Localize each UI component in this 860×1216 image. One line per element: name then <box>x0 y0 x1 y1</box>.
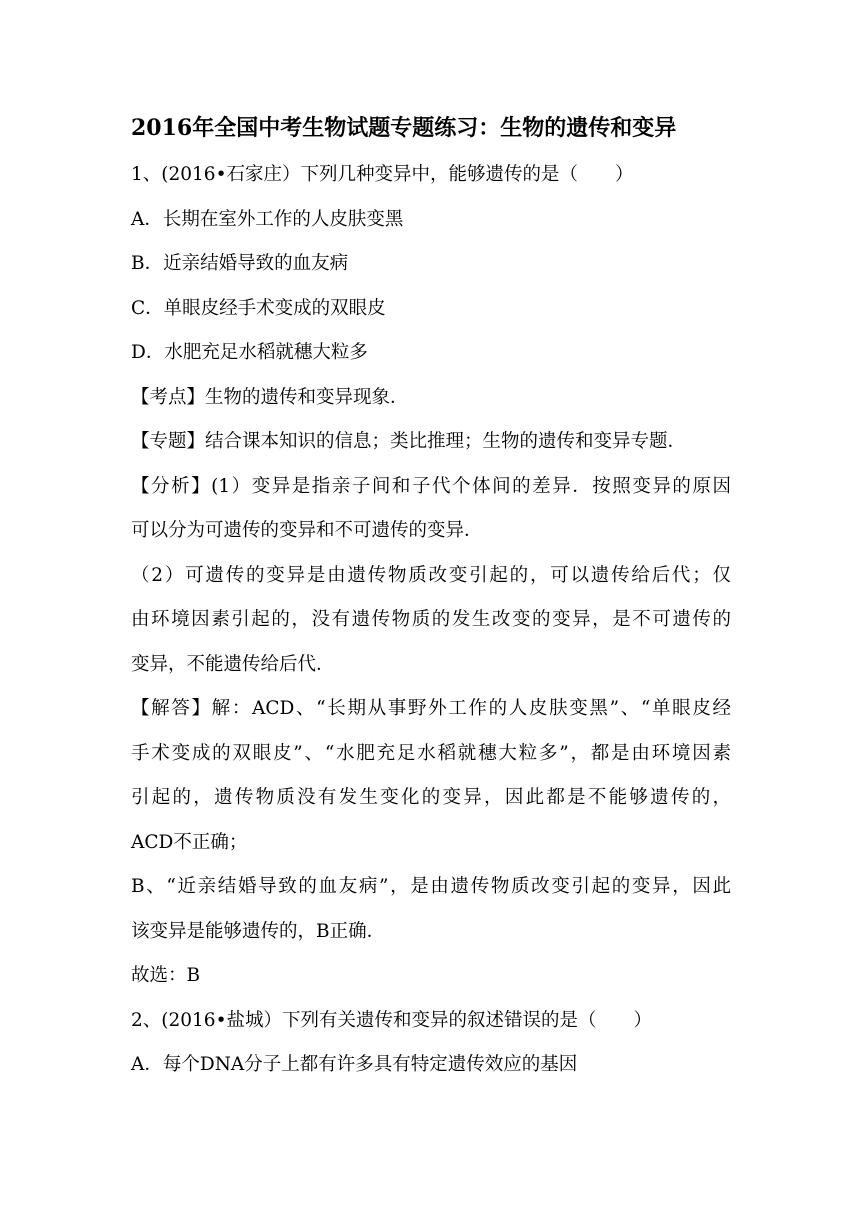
question-1-option-d: D．水肥充足水稻就穗大粒多 <box>131 342 368 363</box>
document-body <box>131 108 731 1088</box>
question-1-analysis-line: 由环境因素引起的，没有遗传物质的发生改变的变异，是不可遗传的 <box>131 609 731 630</box>
question-1-zhuanti: 【专题】结合课本知识的信息；类比推理；生物的遗传和变异专题． <box>131 431 687 452</box>
question-1-analysis-line: （2）可遗传的变异是由遗传物质改变引起的，可以遗传给后代；仅 <box>131 564 731 586</box>
question-1-answer-line: 引起的，遗传物质没有发生变化的变异，因此都是不能够遗传的， <box>131 787 731 808</box>
question-1-answer-line: 该变异是能够遗传的，B正确． <box>131 920 386 942</box>
question-1-kaodian: 【考点】生物的遗传和变异现象． <box>131 386 409 408</box>
question-1-analysis-line: 变异，不能遗传给后代． <box>131 653 335 675</box>
question-1-option-a: A．长期在室外工作的人皮肤变黑 <box>131 208 404 230</box>
question-2-stem: 2、(2016•盐城）下列有关遗传和变异的叙述错误的是（ ） <box>131 1009 652 1031</box>
question-1-option-b: B．近亲结婚导致的血友病 <box>131 253 349 274</box>
question-1-stem: 1、(2016•石家庄）下列几种变异中，能够遗传的是（ ） <box>131 164 634 185</box>
question-1-choice: 故选：B <box>131 965 201 986</box>
question-1-answer-line: 【解答】解：ACD、“长期从事野外工作的人皮肤变黑”、“单眼皮经 <box>131 698 731 719</box>
question-1-option-c: C．单眼皮经手术变成的双眼皮 <box>131 297 386 319</box>
page-title: 2016年全国中考生物试题专题练习：生物的遗传和变异 <box>131 115 677 141</box>
question-1-analysis-line: 可以分为可遗传的变异和不可遗传的变异． <box>131 520 483 541</box>
question-1-answer-line: B、“近亲结婚导致的血友病”，是由遗传物质改变引起的变异，因此 <box>131 876 731 897</box>
question-1-analysis-line: 【分析】(1）变异是指亲子间和子代个体间的差异．按照变异的原因 <box>131 475 731 497</box>
question-2-option-a: A．每个DNA分子上都有许多具有特定遗传效应的基因 <box>131 1054 578 1075</box>
question-1-answer-line: 手术变成的双眼皮”、“水肥充足水稻就穗大粒多”，都是由环境因素 <box>131 742 731 764</box>
question-1-answer-line: ACD不正确； <box>131 831 248 853</box>
